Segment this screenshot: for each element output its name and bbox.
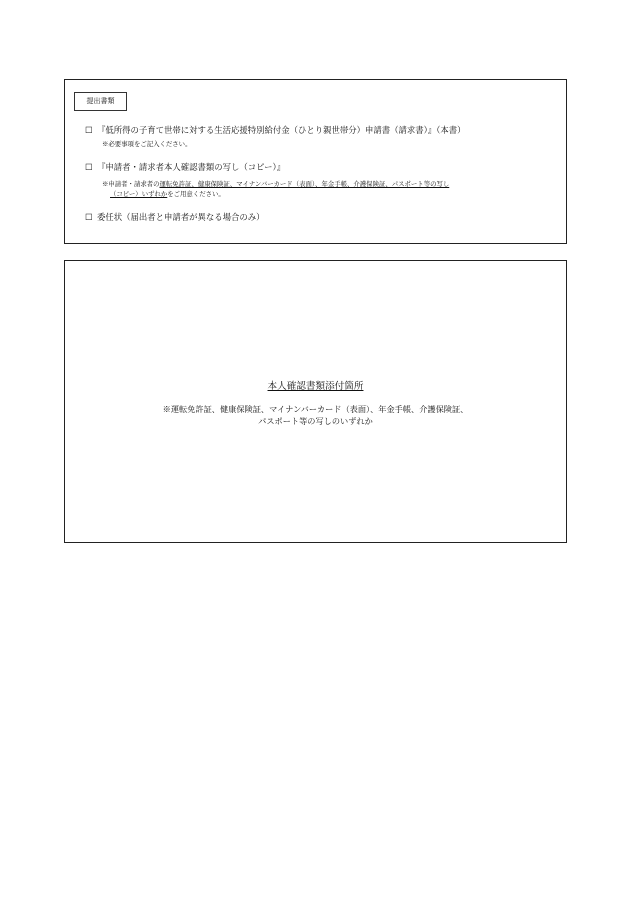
note-underlined: 運転免許証、健康保険証、マイナンバーカード（表面）、年金手帳、介護保険証、パスポート等の写し	[159, 180, 450, 188]
note-underlined: （コピー）いずれか	[110, 190, 168, 198]
checkbox-icon: ☐	[85, 125, 93, 135]
submission-documents-box	[64, 79, 567, 244]
document-item-label: 『低所得の子育て世帯に対する生活応援特別給付金（ひとり親世帯分）申請書（請求書）』（本書）	[97, 125, 466, 135]
checkbox-icon: ☐	[85, 212, 93, 222]
note-suffix: をご用意ください。	[167, 190, 225, 198]
note-prefix: ※申請者・請求者の	[102, 180, 160, 188]
id-document-attachment-area	[64, 260, 567, 543]
document-item-power-of-attorney	[85, 211, 265, 223]
document-item-application	[85, 124, 465, 136]
document-item-id-copy	[85, 161, 285, 173]
attachment-title: 本人確認書類添付箇所	[267, 381, 364, 392]
checkbox-icon: ☐	[85, 162, 93, 172]
attachment-note-line1: ※運転免許証、健康保険証、マイナンバーカード（表面）、年金手帳、介護保険証、	[162, 404, 469, 414]
document-item-label: 『申請者・請求者本人確認書類の写し（コピー）』	[97, 162, 286, 172]
document-item-note-continued	[110, 189, 225, 198]
document-item-note	[102, 179, 449, 188]
document-item-note: ※必要事項をご記入ください。	[102, 140, 192, 148]
document-item-label: 委任状（届出者と申請者が異なる場合のみ）	[97, 212, 265, 222]
attachment-note-line2: パスポート等の写しのいずれか	[258, 416, 373, 426]
section-label: 提出書類	[74, 92, 127, 111]
